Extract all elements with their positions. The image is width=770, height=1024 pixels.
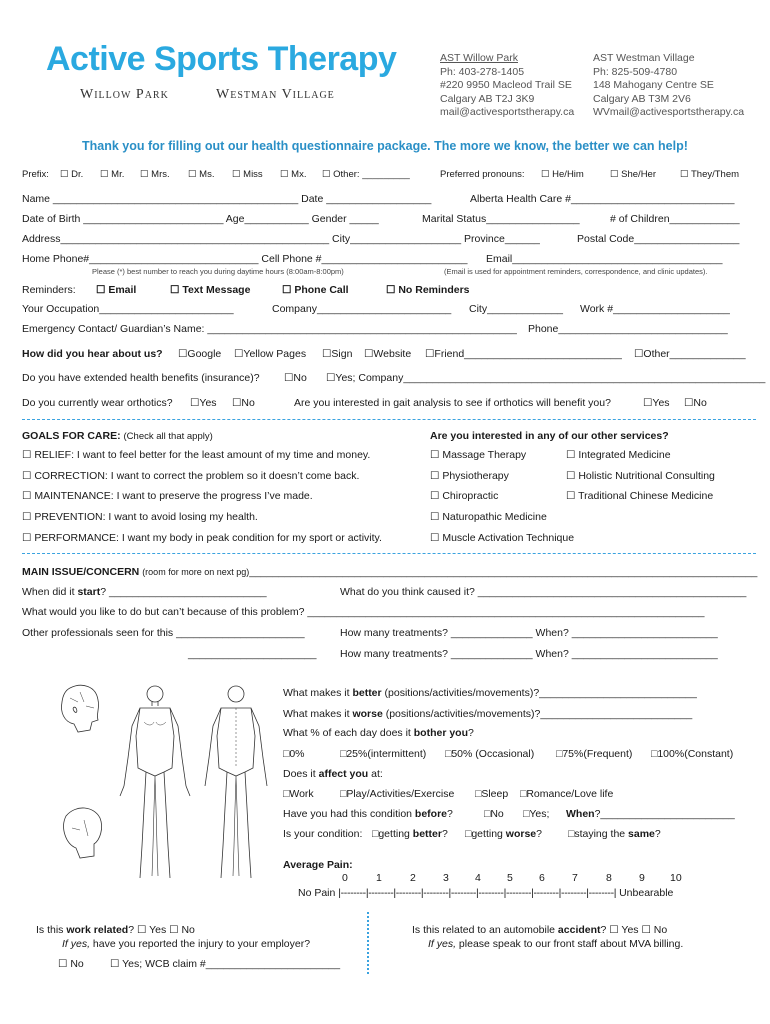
- reported-pre: If yes,: [62, 938, 91, 950]
- location-westman-village: Westman Village: [216, 87, 335, 102]
- reminder-phone[interactable]: ☐ Phone Call: [282, 284, 349, 296]
- hear-website[interactable]: ☐Website: [364, 348, 412, 360]
- condition-worse[interactable]: [465, 828, 542, 840]
- condition-same[interactable]: [568, 828, 661, 840]
- reminder-text[interactable]: ☐ Text Message: [170, 284, 251, 296]
- footer-divider: [367, 912, 369, 974]
- gait-no[interactable]: ☐No: [684, 397, 707, 409]
- affect-play[interactable]: □Play/Activities/Exercise: [340, 788, 455, 800]
- emergency-phone-field[interactable]: Phone_____________________________: [528, 323, 728, 335]
- hear-google[interactable]: ☐Google: [178, 348, 222, 360]
- pain-scale-8[interactable]: 8: [606, 872, 612, 884]
- clinic2-name: AST Westman Village: [593, 52, 695, 64]
- bother-bold: bother you: [413, 727, 468, 739]
- bother-post: ?: [468, 727, 474, 739]
- affect-pre: Does it: [283, 768, 319, 780]
- postal-code-field[interactable]: Postal Code__________________: [577, 233, 740, 245]
- clinic2-address: 148 Mahogany Centre SE: [593, 79, 714, 91]
- benefits-question: Do you have extended health benefits (insurance)?: [22, 372, 260, 384]
- bother-25[interactable]: □25%(intermittent): [340, 748, 427, 760]
- better-bold: better: [352, 687, 382, 699]
- auto-pre: Is this related to an automobile: [412, 924, 558, 936]
- marital-status-field[interactable]: Marital Status________________: [422, 213, 580, 225]
- main-issue-title: MAIN ISSUE/CONCERN: [22, 566, 140, 578]
- pain-scale-bar: [298, 887, 673, 899]
- work-pre: Is this: [36, 924, 67, 936]
- pronoun-she[interactable]: ☐ She/Her: [610, 169, 657, 180]
- orthotics-question: Do you currently wear orthotics?: [22, 397, 173, 409]
- clinic-westman-village: [593, 52, 744, 120]
- pain-scale-numbers: [340, 872, 690, 886]
- goal-correction[interactable]: ☐ CORRECTION: I want to correct the problem so it doesn’t come back.: [22, 470, 360, 482]
- goal-prevention[interactable]: ☐ PREVENTION: I want to avoid losing my health.: [22, 511, 258, 523]
- children-field[interactable]: # of Children____________: [610, 213, 740, 225]
- reminder-none[interactable]: ☐ No Reminders: [386, 284, 470, 296]
- goals-title: GOALS FOR CARE:: [22, 430, 121, 442]
- mva-pre: If yes,: [428, 938, 457, 950]
- worse-field[interactable]: [283, 708, 692, 720]
- work-post: ? ☐ Yes ☐ No: [128, 924, 195, 936]
- unbearable-label: Unbearable: [619, 887, 674, 899]
- orthotics-yes[interactable]: ☐Yes: [190, 397, 217, 409]
- prefix-label: Prefix:: [22, 169, 49, 180]
- alberta-health-care-field[interactable]: Alberta Health Care #____________________________: [470, 193, 735, 205]
- hear-sign[interactable]: ☐Sign: [322, 348, 353, 360]
- cond-better-q: ?: [441, 828, 448, 840]
- start-field[interactable]: [22, 586, 267, 598]
- pronoun-he[interactable]: ☐ He/Him: [541, 169, 584, 180]
- reported-question: [62, 938, 310, 950]
- service-integrated[interactable]: ☐ Integrated Medicine: [566, 449, 671, 461]
- prefix-dr[interactable]: ☐ Dr.: [60, 169, 84, 180]
- pronouns-label: Preferred pronouns:: [440, 169, 525, 180]
- pain-scale-3[interactable]: 3: [443, 872, 449, 884]
- main-issue-field[interactable]: [22, 566, 757, 578]
- clinic1-phone: Ph: 403-278-1405: [440, 65, 525, 78]
- body-diagram[interactable]: [40, 678, 270, 888]
- before-when-field[interactable]: [566, 808, 735, 820]
- bother-100[interactable]: □100%(Constant): [651, 748, 734, 760]
- start-bold: start: [77, 586, 101, 598]
- cond-same-bold: same: [628, 828, 655, 840]
- before-bold: before: [414, 808, 448, 820]
- cond-same-q: ?: [654, 828, 661, 840]
- hear-friend[interactable]: ☐Friend___________________________: [425, 348, 622, 360]
- benefits-yes[interactable]: ☐Yes; Company______________________________________________________________: [326, 372, 766, 384]
- gait-yes[interactable]: ☐Yes: [643, 397, 670, 409]
- accident-question[interactable]: [412, 924, 667, 936]
- affect-post: at:: [368, 768, 383, 780]
- bother-0[interactable]: □0%: [283, 748, 305, 760]
- before-yes[interactable]: □Yes;: [523, 808, 550, 820]
- pain-bar: |--------|--------|--------|--------|--------|--------|--------|--------|--------|--------|: [338, 887, 617, 899]
- bother-pre: What % of each day does it: [283, 727, 414, 739]
- pain-scale-0[interactable]: 0: [342, 872, 348, 884]
- service-massage[interactable]: ☐ Massage Therapy: [430, 449, 527, 461]
- prefix-miss[interactable]: ☐ Miss: [232, 169, 263, 180]
- phone-note: Please (*) best number to reach you during daytime hours (8:00am-8:00pm): [92, 267, 344, 276]
- location-willow-park: Willow Park: [80, 87, 169, 102]
- service-physio[interactable]: ☐ Physiotherapy: [430, 470, 509, 482]
- work-phone-field[interactable]: Work #____________________: [580, 303, 730, 315]
- prefix-ms[interactable]: ☐ Ms.: [188, 169, 215, 180]
- start-pre: When did it: [22, 586, 78, 598]
- would-like-field[interactable]: What would you like to do but can’t because of this problem? ____________________________________________________________________: [22, 606, 705, 618]
- cond-worse-bold: worse: [505, 828, 537, 840]
- cond-same-pre: □staying the: [568, 828, 629, 840]
- clinic2-city: Calgary AB T3M 2V6: [593, 92, 691, 105]
- before-no[interactable]: □No: [484, 808, 504, 820]
- body-back-icon[interactable]: [205, 686, 267, 878]
- work-city-field[interactable]: City_____________: [469, 303, 563, 315]
- better-post: (positions/activities/movements)?___________________________: [381, 687, 697, 699]
- prefix-other[interactable]: ☐ Other: _________: [322, 169, 410, 180]
- reported-text: have you reported the injury to your employer?: [90, 938, 311, 950]
- pain-scale-9[interactable]: 9: [639, 872, 645, 884]
- bother-50[interactable]: □50% (Occasional): [445, 748, 535, 760]
- goals-sub: (Check all that apply): [123, 431, 213, 442]
- divider-2: [22, 553, 756, 554]
- bother-75[interactable]: □75%(Frequent): [556, 748, 633, 760]
- goal-maintenance[interactable]: ☐ MAINTENANCE: I want to preserve the progress I’ve made.: [22, 490, 313, 502]
- service-mat[interactable]: ☐ Muscle Activation Technique: [430, 532, 575, 544]
- affect-question: [283, 768, 383, 780]
- better-pre: What makes it: [283, 687, 353, 699]
- cond-worse-pre: □getting: [465, 828, 506, 840]
- condition-label: Is your condition:: [283, 828, 363, 840]
- service-naturopathic[interactable]: ☐ Naturopathic Medicine: [430, 511, 547, 523]
- work-bold: work related: [66, 924, 129, 936]
- treatments-field-2[interactable]: How many treatments? ______________ When? _________________________: [340, 648, 718, 660]
- hear-yellow-pages[interactable]: ☐Yellow Pages: [234, 348, 307, 360]
- name-date-field[interactable]: Name __________________________________________ Date __________________: [22, 193, 432, 205]
- reminder-email[interactable]: ☐ Email: [96, 284, 137, 296]
- before-when-line: ?_______________________: [594, 808, 735, 820]
- pain-scale-4[interactable]: 4: [475, 872, 481, 884]
- clinic1-name: AST Willow Park: [440, 52, 518, 64]
- before-pre: Have you had this condition: [283, 808, 415, 820]
- pain-scale-1[interactable]: 1: [376, 872, 382, 884]
- cond-better-pre: □getting: [372, 828, 413, 840]
- dob-age-gender-field[interactable]: Date of Birth ________________________ Age___________ Gender _____: [22, 213, 379, 225]
- bother-question: [283, 727, 474, 739]
- prefix-mx[interactable]: ☐ Mx.: [280, 169, 307, 180]
- affect-sleep[interactable]: □Sleep: [475, 788, 509, 800]
- pain-scale-10[interactable]: 10: [670, 872, 682, 884]
- affect-romance[interactable]: □Romance/Love life: [520, 788, 614, 800]
- head-side-icon[interactable]: [62, 685, 99, 732]
- worse-bold: worse: [352, 708, 383, 720]
- main-issue-line: _______________________________________________________________________________________: [249, 566, 758, 578]
- pain-scale-6[interactable]: 6: [539, 872, 545, 884]
- no-pain-label: No Pain: [298, 887, 336, 899]
- gait-question: Are you interested in gait analysis to see if orthotics will benefit you?: [294, 397, 611, 409]
- cause-field[interactable]: What do you think caused it? ______________________________________________: [340, 586, 747, 598]
- hear-other[interactable]: ☐Other_____________: [634, 348, 746, 360]
- other-professionals-field[interactable]: Other professionals seen for this ______________________: [22, 627, 305, 639]
- wcb-no[interactable]: ☐ No: [58, 958, 84, 970]
- auto-post: ? ☐ Yes ☐ No: [600, 924, 668, 936]
- goal-performance[interactable]: ☐ PERFORMANCE: I want my body in peak condition for my sport or activity.: [22, 532, 382, 544]
- clinic2-phone: Ph: 825-509-4780: [593, 65, 678, 78]
- prefix-mr[interactable]: ☐ Mr.: [100, 169, 125, 180]
- worse-post: (positions/activities/movements)?__________________________: [382, 708, 693, 720]
- phone-field[interactable]: Home Phone#_____________________________ Cell Phone #_________________________: [22, 253, 468, 265]
- goal-relief[interactable]: ☐ RELIEF: I want to feel better for the least amount of my time and money.: [22, 449, 371, 461]
- other-professionals-field-2[interactable]: ______________________: [188, 648, 317, 660]
- cond-better-bold: better: [412, 828, 442, 840]
- before-post: ?: [447, 808, 453, 820]
- pain-scale-7[interactable]: 7: [572, 872, 578, 884]
- better-field[interactable]: [283, 687, 697, 699]
- service-nutrition[interactable]: ☐ Holistic Nutritional Consulting: [566, 470, 715, 482]
- service-tcm[interactable]: ☐ Traditional Chinese Medicine: [566, 490, 714, 502]
- service-chiro[interactable]: ☐ Chiropractic: [430, 490, 499, 502]
- affect-bold: affect you: [318, 768, 369, 780]
- pain-scale-2[interactable]: 2: [410, 872, 416, 884]
- divider-1: [22, 419, 756, 420]
- body-front-icon[interactable]: [120, 686, 190, 878]
- before-when-bold: When: [566, 808, 595, 820]
- affect-work[interactable]: □Work: [283, 788, 314, 800]
- company-field[interactable]: Company_______________________: [272, 303, 452, 315]
- pain-scale-5[interactable]: 5: [507, 872, 513, 884]
- pronoun-they[interactable]: ☐ They/Them: [680, 169, 740, 180]
- worse-pre: What makes it: [283, 708, 353, 720]
- thank-you-message: Thank you for filling out our health questionnaire package. The more we know, the better we can help!: [82, 139, 688, 153]
- cond-worse-q: ?: [536, 828, 542, 840]
- clinic-willow-park: [440, 52, 574, 120]
- treatments-field-1[interactable]: How many treatments? ______________ When? _________________________: [340, 627, 718, 639]
- condition-better[interactable]: [372, 828, 448, 840]
- hear-question: How did you hear about us?: [22, 348, 163, 360]
- work-related-question[interactable]: [36, 924, 195, 936]
- clinic1-address: #220 9950 Macleod Trail SE: [440, 79, 572, 91]
- emergency-contact-field[interactable]: Emergency Contact/ Guardian’s Name: _____________________________________________________: [22, 323, 517, 335]
- prefix-mrs[interactable]: ☐ Mrs.: [140, 169, 170, 180]
- email-field[interactable]: Email____________________________________: [486, 253, 723, 265]
- wcb-yes-claim[interactable]: ☐ Yes; WCB claim #_______________________: [110, 958, 341, 970]
- main-issue-sub: (room for more on next pg): [142, 567, 250, 577]
- clinic1-email[interactable]: mail@activesportstherapy.ca: [440, 106, 575, 118]
- reminders-label: Reminders:: [22, 284, 76, 296]
- benefits-no[interactable]: ☐No: [284, 372, 307, 384]
- mva-text: please speak to our front staff about MVA billing.: [456, 938, 684, 950]
- email-note: (Email is used for appointment reminders, correspondence, and clinic updates).: [444, 267, 708, 276]
- head-top-icon[interactable]: [64, 808, 102, 858]
- start-line: ? ___________________________: [100, 586, 267, 598]
- clinic2-email[interactable]: WVmail@activesportstherapy.ca: [593, 106, 745, 118]
- goals-heading: [22, 430, 213, 442]
- clinic1-city: Calgary AB T2J 3K9: [440, 92, 535, 105]
- auto-bold: accident: [557, 924, 601, 936]
- orthotics-no[interactable]: ☐No: [232, 397, 255, 409]
- services-heading: Are you interested in any of our other services?: [430, 430, 669, 442]
- address-field[interactable]: Address______________________________________________ City___________________ Province______: [22, 233, 540, 245]
- occupation-field[interactable]: Your Occupation_______________________: [22, 303, 234, 315]
- before-question: [283, 808, 453, 820]
- average-pain-label: Average Pain:: [283, 859, 353, 871]
- brand-logo: Active Sports Therapy: [46, 40, 397, 78]
- mva-note: [428, 938, 683, 950]
